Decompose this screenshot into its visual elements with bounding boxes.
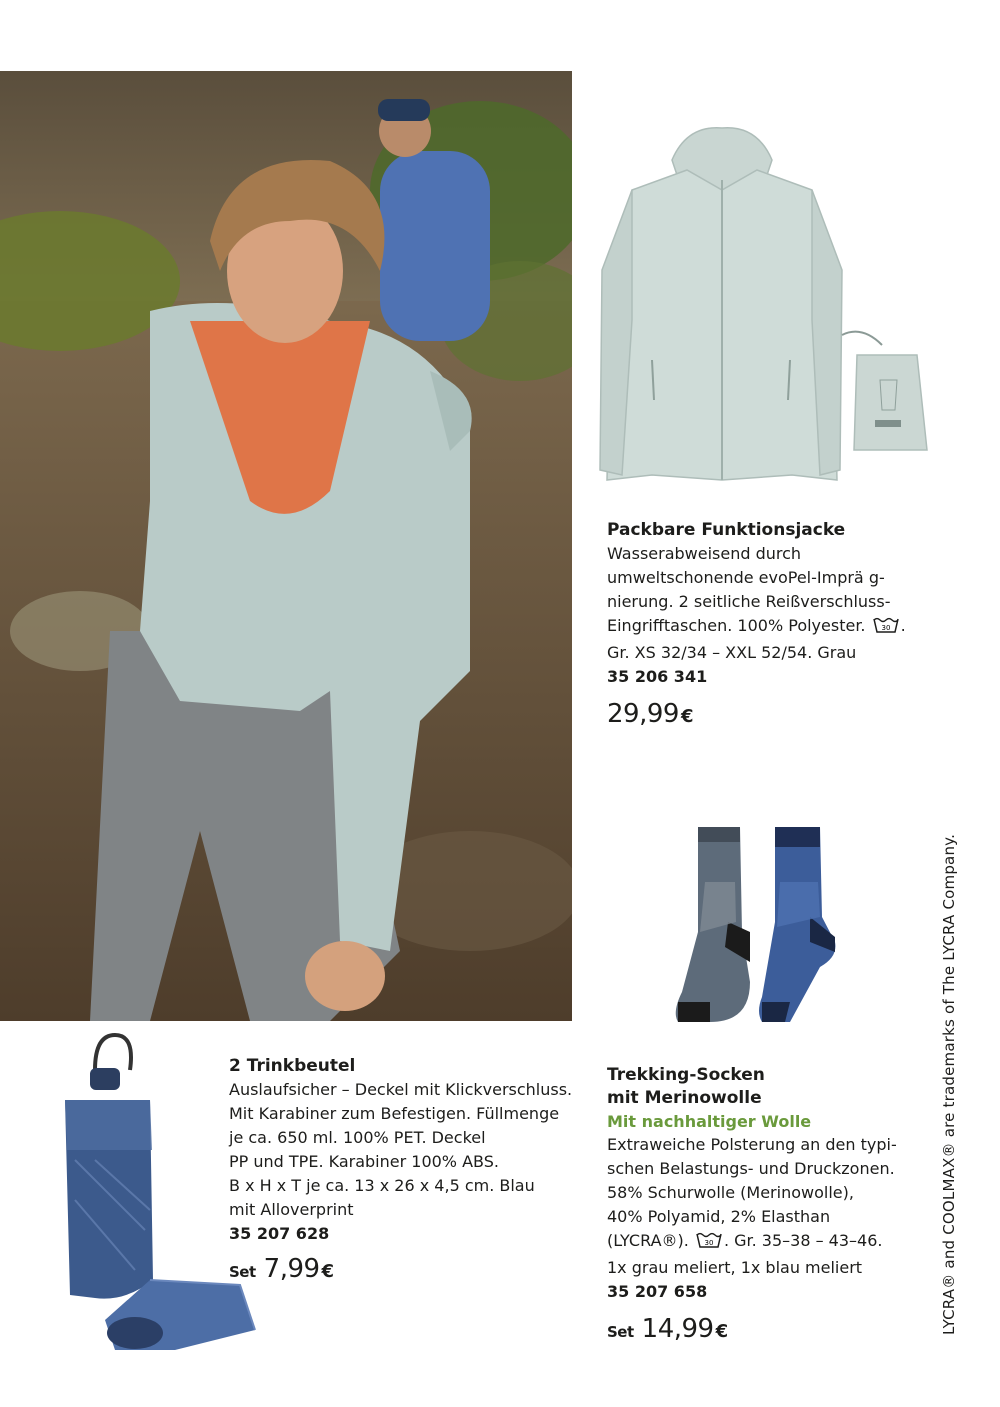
bottle-title: 2 Trinkbeutel	[229, 1056, 356, 1076]
jacket-care-label: 30	[881, 624, 891, 632]
bottle-line-3: je ca. 650 ml. 100% PET. Deckel	[229, 1128, 486, 1147]
hiking-woman-photo	[0, 71, 572, 1021]
jacket-title: Packbare Funktionsjacke	[607, 520, 846, 540]
bottle-description	[229, 1055, 589, 1289]
socks-line-5-pre: (LYCRA®).	[607, 1231, 689, 1250]
socks-title-line-1: Trekking-Socken	[607, 1065, 765, 1085]
bottle-line-6: mit Alloverprint	[229, 1200, 354, 1219]
jacket-line-4: Eingrifftaschen. 100% Polyester. 30 .	[607, 614, 937, 641]
jacket-currency: €	[680, 706, 693, 727]
bottle-article-number: 35 207 628	[229, 1224, 330, 1243]
bottle-set-label: Set	[229, 1263, 256, 1281]
jacket-article-number: 35 206 341	[607, 667, 708, 686]
socks-product-image	[670, 822, 850, 1027]
socks-price	[607, 1312, 937, 1349]
bottle-line-5: B x H x T je ca. 13 x 26 x 4,5 cm. Blau	[229, 1176, 535, 1195]
socks-line-3: 58% Schurwolle (Merinowolle),	[607, 1183, 854, 1202]
jacket-line-5: Gr. XS 32/34 – XXL 52/54. Grau	[607, 643, 857, 662]
socks-line-4: 40% Polyamid, 2% Elasthan	[607, 1207, 831, 1226]
jacket-price-value: 29,99	[607, 699, 679, 729]
socks-description	[607, 1064, 937, 1349]
wash-30-icon	[696, 1231, 722, 1256]
bottle-price-value: 7,99	[263, 1254, 320, 1284]
socks-line-1: Extraweiche Polsterung an den typi-	[607, 1135, 897, 1154]
jacket-product-image	[592, 120, 932, 490]
trademark-note: LYCRA® and COOLMAX® are trademarks of The LYCRA Company.	[940, 833, 958, 1335]
bottle-line-1: Auslaufsicher – Deckel mit Klickverschluss.	[229, 1080, 573, 1099]
jacket-line-1: Wasserabweisend durch	[607, 544, 802, 563]
bottle-currency: €	[321, 1261, 334, 1282]
socks-subtitle: Mit nachhaltiger Wolle	[607, 1112, 812, 1131]
socks-article-number: 35 207 658	[607, 1282, 708, 1301]
socks-line-6: 1x grau meliert, 1x blau meliert	[607, 1258, 863, 1277]
socks-price-value: 14,99	[641, 1314, 714, 1344]
jacket-price	[607, 697, 937, 734]
bottle-line-4: PP und TPE. Karabiner 100% ABS.	[229, 1152, 499, 1171]
socks-line-5-post: . Gr. 35–38 – 43–46.	[723, 1231, 883, 1250]
socks-care-label: 30	[704, 1239, 714, 1247]
socks-line-5	[607, 1229, 937, 1256]
jacket-line-3: nierung. 2 seitliche Reißverschluss-	[607, 592, 891, 611]
jacket-description	[607, 519, 937, 734]
bottle-price	[229, 1252, 589, 1289]
bottle-line-2: Mit Karabiner zum Befestigen. Füllmenge	[229, 1104, 560, 1123]
jacket-material: Eingrifftaschen. 100% Polyester.	[607, 616, 866, 635]
socks-currency: €	[715, 1321, 728, 1342]
wash-30-icon	[873, 616, 899, 641]
socks-line-2: schen Belastungs- und Druckzonen.	[607, 1159, 895, 1178]
socks-title-line-2: mit Merinowolle	[607, 1088, 762, 1108]
hero-photo	[0, 71, 572, 1021]
jacket-line-2: umweltschonende evoPel-Imprä g-	[607, 568, 885, 587]
socks-set-label: Set	[607, 1323, 634, 1341]
